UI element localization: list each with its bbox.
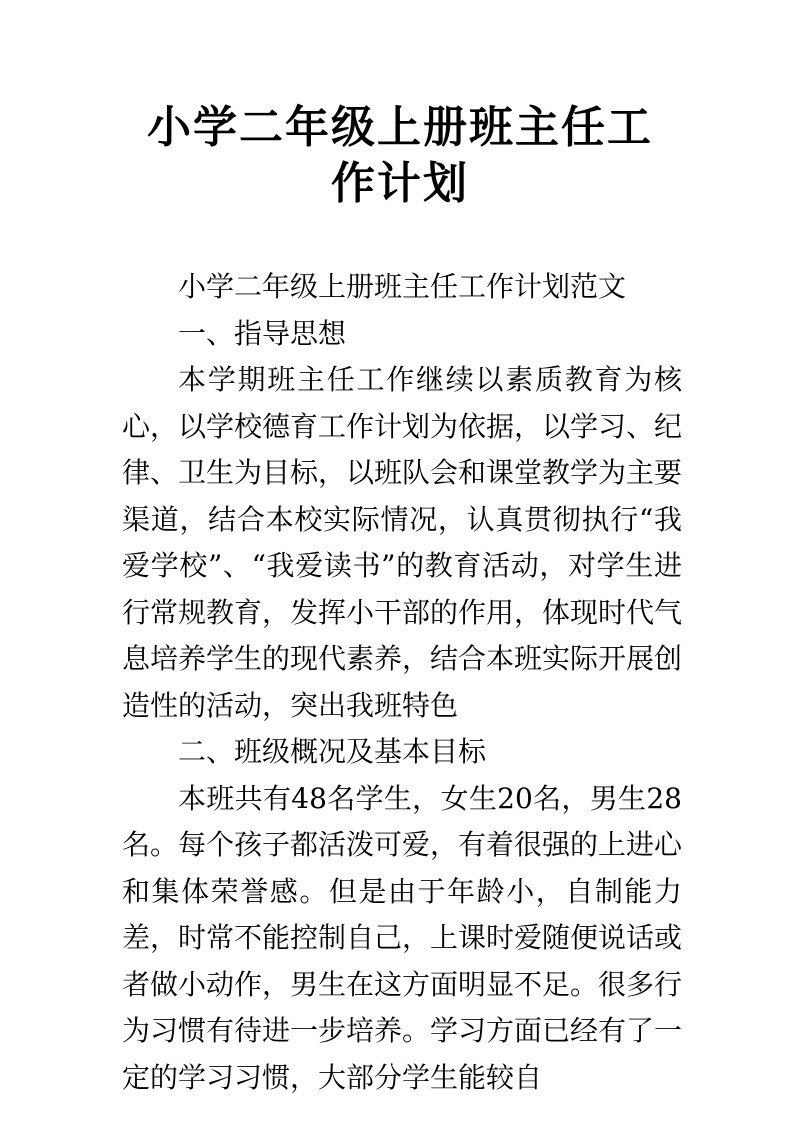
section-heading-guiding-thought: 一、指导思想 bbox=[178, 316, 347, 350]
document-body bbox=[122, 264, 682, 1101]
section-heading-class-overview: 二、班级概况及基本目标 bbox=[178, 735, 487, 768]
document-title bbox=[100, 100, 700, 212]
subtitle-paragraph: 小学二年级上册班主任工作计划范文 bbox=[178, 270, 627, 303]
body-paragraph-guiding-thought: 本学期班主任工作继续以素质教育为核心，以学校德育工作计划为依据，以学习、纪律、卫生为目标，以班队会和课堂教学为主要渠道，结合本校实际情况，认真贯彻执行“我爱学校”、“我爱读书”的教育活动，对学生进行常规教育，发挥小干部的作用，体现时代气息培养学生的现代素养，结合本班实际开展创造性的活动，突出我班特色 bbox=[122, 363, 683, 722]
body-paragraph-class-overview: 本班共有48名学生，女生20名，男生28名。每个孩子都活泼可爱，有着很强的上进心和集体荣誉感。但是由于年龄小，自制能力差，时常不能控制自己，上课时爱随便说话或者做小动作，男生在这方面明显不足。很多行为习惯有待进一步培养。学习方面已经有了一定的学习习惯，大部分学生能较自 bbox=[122, 781, 683, 1094]
title-line-2: 作计划 bbox=[331, 158, 469, 209]
title-line-1: 小学二年级上册班主任工 bbox=[147, 102, 653, 153]
